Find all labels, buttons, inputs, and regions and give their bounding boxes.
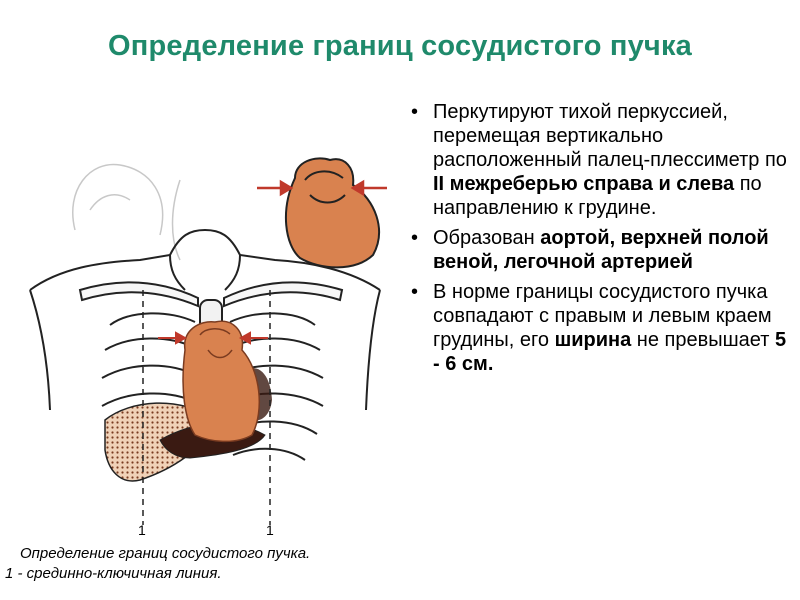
bullet-1-part-2: II межреберью справа и слева	[433, 173, 740, 195]
bullet-item	[403, 100, 798, 220]
figure-caption	[5, 544, 405, 584]
line-label-right: 1	[266, 522, 274, 538]
bullet-1-part-1: Перкутируют тихой перкуссией, перемещая вертикально расположенный палец-плессиметр по	[433, 101, 787, 171]
heart-inset	[255, 150, 390, 275]
bullet-item	[403, 226, 798, 274]
bullet-3-part-2: ширина	[554, 329, 632, 351]
bullet-3-part-4: 5 - 6 см.	[433, 329, 787, 375]
inset-heart	[286, 158, 379, 267]
line-label-left: 1	[138, 522, 146, 538]
bullet-dot: •	[411, 101, 419, 123]
caption-line-2: 1 - срединно-ключичная линия.	[5, 565, 222, 582]
bullet-3-part-3: не превышает	[631, 329, 775, 351]
bullet-item	[403, 280, 798, 376]
bullet-list	[403, 100, 798, 382]
bullet-dot: •	[411, 281, 419, 303]
bullet-dot: •	[411, 227, 419, 249]
bullet-2-part-1: Образован	[433, 227, 541, 249]
bullet-2-part-2: аортой, верхней полой веной, легочной артерией	[433, 227, 769, 273]
slide-title: Определение границ сосудистого пучка	[108, 30, 692, 62]
bullet-3-part-1: В норме границы сосудистого пучка совпадают с правым и левым краем грудины, его	[433, 281, 772, 351]
heart-inset-drawing	[255, 150, 390, 275]
head-sketch	[73, 164, 180, 260]
caption-line-1: Определение границ сосудистого пучка.	[20, 545, 311, 562]
bullet-1-part-3: по направлению к грудине.	[433, 173, 762, 219]
